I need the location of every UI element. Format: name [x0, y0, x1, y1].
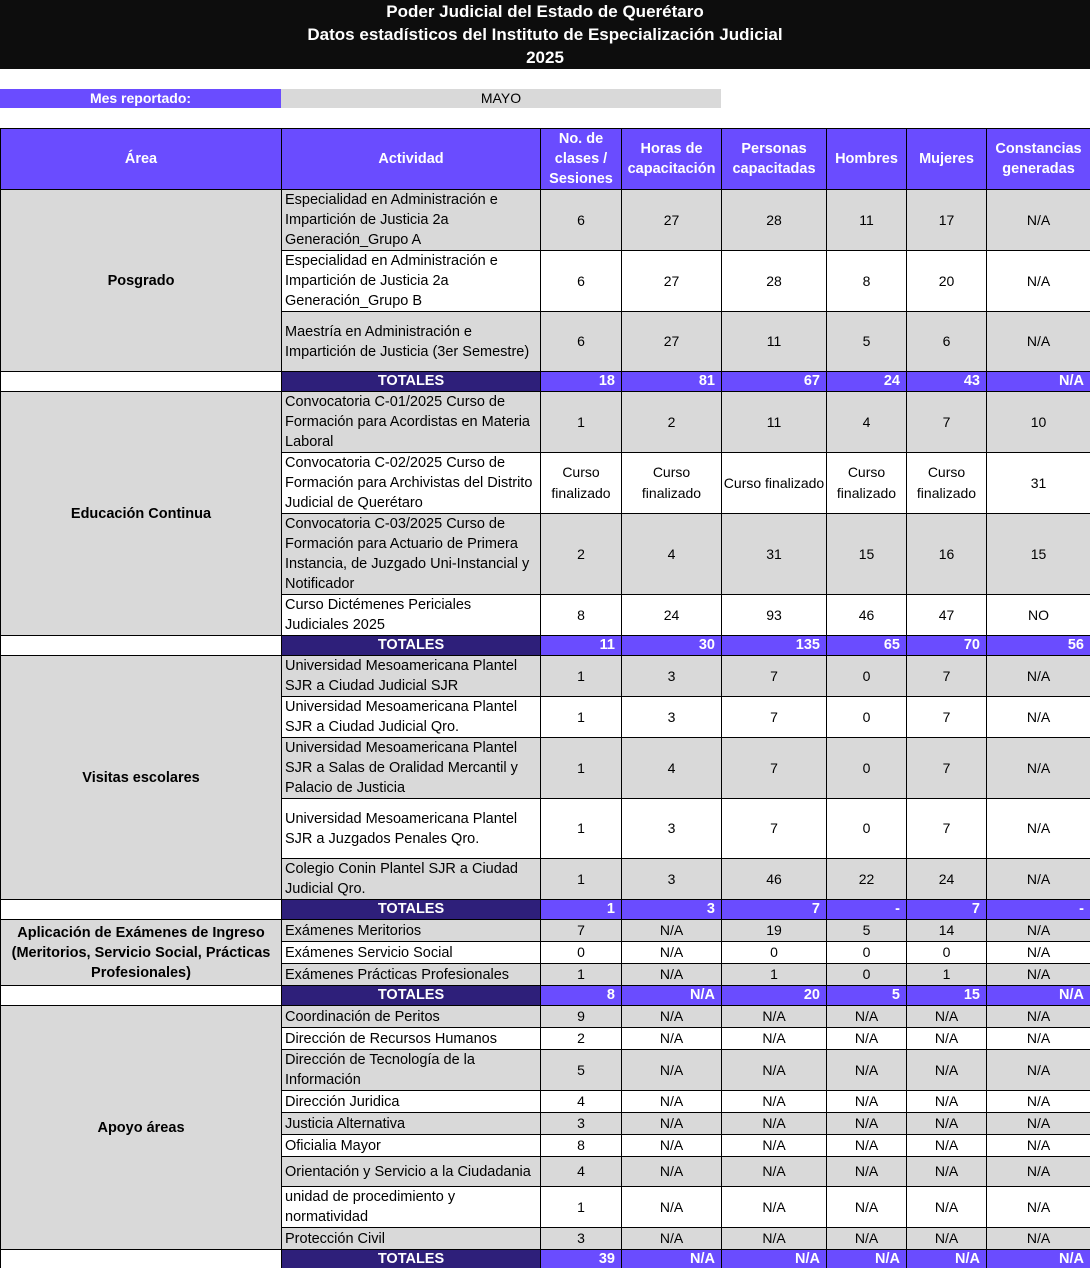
mes-reportado-label: Mes reportado:	[0, 89, 281, 108]
value-cell: N/A	[827, 1228, 907, 1250]
value-cell: 5	[827, 312, 907, 372]
value-cell: N/A	[722, 1135, 827, 1157]
value-cell: N/A	[622, 1187, 722, 1228]
value-cell: N/A	[987, 1050, 1090, 1091]
value-cell: N/A	[907, 1050, 987, 1091]
activity-cell: Especialidad en Administración e Impartición de Justicia 2a Generación_Grupo B	[282, 251, 541, 312]
value-cell: N/A	[907, 1006, 987, 1028]
activity-cell: Universidad Mesoamericana Plantel SJR a Ciudad Judicial Qro.	[282, 697, 541, 738]
value-cell: 7	[907, 738, 987, 799]
value-cell: 6	[541, 251, 622, 312]
totals-label: TOTALES	[282, 372, 541, 392]
value-cell: N/A	[827, 1028, 907, 1050]
value-cell: 1	[541, 697, 622, 738]
value-cell: 7	[722, 697, 827, 738]
total-value: 7	[907, 900, 987, 920]
value-cell: N/A	[987, 1113, 1090, 1135]
value-cell: N/A	[827, 1050, 907, 1091]
activity-cell: Curso Dictémenes Periciales Judiciales 2025	[282, 595, 541, 636]
value-cell: 16	[907, 514, 987, 595]
total-value: 39	[541, 1250, 622, 1268]
value-cell: Curso finalizado	[722, 453, 827, 514]
value-cell: 31	[722, 514, 827, 595]
value-cell: N/A	[987, 190, 1090, 251]
value-cell: 19	[722, 920, 827, 942]
activity-cell: Convocatoria C-01/2025 Curso de Formación para Acordistas en Materia Laboral	[282, 392, 541, 453]
value-cell: N/A	[622, 964, 722, 986]
activity-cell: unidad de procedimiento y normatividad	[282, 1187, 541, 1228]
value-cell: 6	[907, 312, 987, 372]
value-cell: N/A	[622, 1028, 722, 1050]
value-cell: N/A	[987, 1006, 1090, 1028]
total-value: 65	[827, 636, 907, 656]
value-cell: 27	[622, 190, 722, 251]
totals-row	[1, 1250, 1090, 1268]
value-cell: 0	[541, 942, 622, 964]
col-header-personas: Personas capacitadas	[722, 129, 827, 190]
total-value: 81	[622, 372, 722, 392]
value-cell: 7	[722, 738, 827, 799]
activity-cell: Colegio Conin Plantel SJR a Ciudad Judicial Qro.	[282, 859, 541, 900]
value-cell: 4	[541, 1157, 622, 1187]
activity-cell: Especialidad en Administración e Impartición de Justicia 2a Generación_Grupo A	[282, 190, 541, 251]
value-cell: 0	[722, 942, 827, 964]
value-cell: 24	[907, 859, 987, 900]
value-cell: Curso finalizado	[622, 453, 722, 514]
total-value: 15	[907, 986, 987, 1006]
value-cell: 22	[827, 859, 907, 900]
value-cell: N/A	[987, 251, 1090, 312]
value-cell: 1	[541, 392, 622, 453]
totals-label: TOTALES	[282, 986, 541, 1006]
area-cell: Apoyo áreas	[1, 1006, 282, 1250]
value-cell: 11	[722, 312, 827, 372]
value-cell: N/A	[722, 1050, 827, 1091]
value-cell: 7	[907, 697, 987, 738]
total-value: 5	[827, 986, 907, 1006]
total-value: -	[987, 900, 1090, 920]
value-cell: 2	[541, 514, 622, 595]
value-cell: 3	[541, 1113, 622, 1135]
value-cell: 47	[907, 595, 987, 636]
table-row	[1, 920, 1090, 942]
activity-cell: Convocatoria C-03/2025 Curso de Formación para Actuario de Primera Instancia, de Juzgado Uni-Instancial y Notificador	[282, 514, 541, 595]
total-value: 3	[622, 900, 722, 920]
value-cell: N/A	[987, 1028, 1090, 1050]
total-value: 135	[722, 636, 827, 656]
value-cell: N/A	[622, 1006, 722, 1028]
value-cell: 9	[541, 1006, 622, 1028]
value-cell: N/A	[722, 1157, 827, 1187]
totals-spacer	[1, 1250, 282, 1268]
value-cell: N/A	[987, 738, 1090, 799]
value-cell: N/A	[722, 1228, 827, 1250]
value-cell: 17	[907, 190, 987, 251]
value-cell: Curso finalizado	[827, 453, 907, 514]
value-cell: 0	[907, 942, 987, 964]
value-cell: 8	[541, 1135, 622, 1157]
value-cell: 27	[622, 312, 722, 372]
value-cell: N/A	[987, 964, 1090, 986]
activity-cell: Justicia Alternativa	[282, 1113, 541, 1135]
value-cell: N/A	[987, 1187, 1090, 1228]
totals-spacer	[1, 900, 282, 920]
total-value: -	[827, 900, 907, 920]
total-value: 56	[987, 636, 1090, 656]
value-cell: N/A	[907, 1113, 987, 1135]
total-value: 67	[722, 372, 827, 392]
activity-cell: Orientación y Servicio a la Ciudadania	[282, 1157, 541, 1187]
value-cell: 31	[987, 453, 1090, 514]
value-cell: 1	[722, 964, 827, 986]
value-cell: N/A	[827, 1187, 907, 1228]
value-cell: 2	[541, 1028, 622, 1050]
value-cell: 6	[541, 312, 622, 372]
title-line-2: Datos estadísticos del Instituto de Especialización Judicial	[307, 25, 783, 44]
value-cell: 46	[827, 595, 907, 636]
value-cell: N/A	[827, 1157, 907, 1187]
value-cell: N/A	[722, 1113, 827, 1135]
value-cell: 5	[827, 920, 907, 942]
activity-cell: Convocatoria C-02/2025 Curso de Formación para Archivistas del Distrito Judicial de Querétaro	[282, 453, 541, 514]
value-cell: 5	[541, 1050, 622, 1091]
totals-row	[1, 900, 1090, 920]
value-cell: 11	[827, 190, 907, 251]
col-header-mujeres: Mujeres	[907, 129, 987, 190]
total-value: N/A	[987, 986, 1090, 1006]
totals-spacer	[1, 636, 282, 656]
table-row	[1, 656, 1090, 697]
total-value: 30	[622, 636, 722, 656]
value-cell: 46	[722, 859, 827, 900]
value-cell: 1	[541, 1187, 622, 1228]
value-cell: 4	[622, 514, 722, 595]
value-cell: N/A	[622, 942, 722, 964]
value-cell: N/A	[987, 656, 1090, 697]
total-value: N/A	[722, 1250, 827, 1268]
value-cell: 1	[541, 859, 622, 900]
activity-cell: Exámenes Servicio Social	[282, 942, 541, 964]
value-cell: N/A	[987, 1135, 1090, 1157]
col-header-horas: Horas de capacitación	[622, 129, 722, 190]
total-value: 7	[722, 900, 827, 920]
value-cell: N/A	[827, 1113, 907, 1135]
total-value: 43	[907, 372, 987, 392]
value-cell: 0	[827, 697, 907, 738]
value-cell: N/A	[722, 1187, 827, 1228]
value-cell: N/A	[987, 799, 1090, 859]
value-cell: 14	[907, 920, 987, 942]
value-cell: N/A	[827, 1091, 907, 1113]
total-value: N/A	[622, 1250, 722, 1268]
value-cell: 7	[722, 799, 827, 859]
value-cell: 3	[622, 799, 722, 859]
table-row	[1, 392, 1090, 453]
col-header-constancias: Constancias generadas	[987, 129, 1090, 190]
value-cell: 28	[722, 251, 827, 312]
total-value: N/A	[622, 986, 722, 1006]
value-cell: N/A	[987, 1157, 1090, 1187]
value-cell: 1	[541, 738, 622, 799]
value-cell: N/A	[907, 1228, 987, 1250]
total-value: N/A	[987, 1250, 1090, 1268]
value-cell: N/A	[987, 920, 1090, 942]
value-cell: 11	[722, 392, 827, 453]
value-cell: N/A	[722, 1091, 827, 1113]
activity-cell: Dirección de Recursos Humanos	[282, 1028, 541, 1050]
value-cell: N/A	[907, 1091, 987, 1113]
value-cell: N/A	[907, 1157, 987, 1187]
value-cell: 0	[827, 656, 907, 697]
value-cell: 27	[622, 251, 722, 312]
value-cell: N/A	[722, 1028, 827, 1050]
value-cell: 1	[541, 799, 622, 859]
activity-cell: Dirección de Tecnología de la Información	[282, 1050, 541, 1091]
totals-label: TOTALES	[282, 1250, 541, 1268]
value-cell: 0	[827, 964, 907, 986]
value-cell: 7	[907, 799, 987, 859]
value-cell: 4	[541, 1091, 622, 1113]
value-cell: 6	[541, 190, 622, 251]
value-cell: N/A	[987, 859, 1090, 900]
value-cell: 24	[622, 595, 722, 636]
total-value: N/A	[987, 372, 1090, 392]
value-cell: 0	[827, 942, 907, 964]
value-cell: 0	[827, 799, 907, 859]
mes-reportado-value: MAYO	[281, 89, 721, 108]
value-cell: N/A	[622, 1091, 722, 1113]
totals-label: TOTALES	[282, 900, 541, 920]
totals-row	[1, 636, 1090, 656]
value-cell: 4	[622, 738, 722, 799]
area-cell: Visitas escolares	[1, 656, 282, 900]
col-header-area: Área	[1, 129, 282, 190]
value-cell: N/A	[622, 1228, 722, 1250]
value-cell: 4	[827, 392, 907, 453]
total-value: N/A	[907, 1250, 987, 1268]
value-cell: 15	[987, 514, 1090, 595]
totals-label: TOTALES	[282, 636, 541, 656]
value-cell: N/A	[987, 312, 1090, 372]
value-cell: 8	[541, 595, 622, 636]
value-cell: 8	[827, 251, 907, 312]
activity-cell: Exámenes Prácticas Profesionales	[282, 964, 541, 986]
total-value: 70	[907, 636, 987, 656]
value-cell: 2	[622, 392, 722, 453]
title-line-1: Poder Judicial del Estado de Querétaro	[386, 2, 704, 21]
col-header-clases: No. de clases / Sesiones	[541, 129, 622, 190]
activity-cell: Universidad Mesoamericana Plantel SJR a Ciudad Judicial SJR	[282, 656, 541, 697]
table-body	[1, 190, 1090, 1268]
value-cell: N/A	[907, 1028, 987, 1050]
value-cell: 1	[541, 964, 622, 986]
value-cell: N/A	[827, 1006, 907, 1028]
value-cell: 7	[907, 656, 987, 697]
activity-cell: Oficialia Mayor	[282, 1135, 541, 1157]
value-cell: 28	[722, 190, 827, 251]
value-cell: N/A	[987, 942, 1090, 964]
report-title	[0, 0, 1090, 69]
activity-cell: Coordinación de Peritos	[282, 1006, 541, 1028]
header-row	[1, 129, 1090, 190]
value-cell: N/A	[622, 1050, 722, 1091]
value-cell: 0	[827, 738, 907, 799]
area-cell: Educación Continua	[1, 392, 282, 636]
value-cell: 3	[541, 1228, 622, 1250]
value-cell: 7	[722, 656, 827, 697]
value-cell: 15	[827, 514, 907, 595]
value-cell: N/A	[622, 1135, 722, 1157]
col-header-actividad: Actividad	[282, 129, 541, 190]
table-row	[1, 1006, 1090, 1028]
value-cell: NO	[987, 595, 1090, 636]
value-cell: N/A	[622, 1157, 722, 1187]
total-value: 20	[722, 986, 827, 1006]
value-cell: N/A	[907, 1187, 987, 1228]
activity-cell: Protección Civil	[282, 1228, 541, 1250]
totals-spacer	[1, 986, 282, 1006]
totals-row	[1, 372, 1090, 392]
value-cell: N/A	[987, 1228, 1090, 1250]
totals-row	[1, 986, 1090, 1006]
totals-spacer	[1, 372, 282, 392]
value-cell: N/A	[622, 1113, 722, 1135]
value-cell: 7	[541, 920, 622, 942]
value-cell: N/A	[907, 1135, 987, 1157]
value-cell: N/A	[827, 1135, 907, 1157]
value-cell: 3	[622, 697, 722, 738]
value-cell: 93	[722, 595, 827, 636]
area-cell: Posgrado	[1, 190, 282, 372]
activity-cell: Universidad Mesoamericana Plantel SJR a Salas de Oralidad Mercantil y Palacio de Justicia	[282, 738, 541, 799]
col-header-hombres: Hombres	[827, 129, 907, 190]
value-cell: 10	[987, 392, 1090, 453]
value-cell: N/A	[722, 1006, 827, 1028]
area-cell: Aplicación de Exámenes de Ingreso (Meritorios, Servicio Social, Prácticas Profesionales)	[1, 920, 282, 986]
value-cell: 1	[541, 656, 622, 697]
value-cell: 3	[622, 859, 722, 900]
activity-cell: Exámenes Meritorios	[282, 920, 541, 942]
value-cell: 7	[907, 392, 987, 453]
title-line-3: 2025	[526, 48, 564, 67]
total-value: 24	[827, 372, 907, 392]
table-row	[1, 190, 1090, 251]
value-cell: Curso finalizado	[541, 453, 622, 514]
value-cell: 3	[622, 656, 722, 697]
value-cell: 20	[907, 251, 987, 312]
total-value: 1	[541, 900, 622, 920]
activity-cell: Universidad Mesoamericana Plantel SJR a Juzgados Penales Qro.	[282, 799, 541, 859]
total-value: 18	[541, 372, 622, 392]
total-value: 8	[541, 986, 622, 1006]
total-value: 11	[541, 636, 622, 656]
value-cell: Curso finalizado	[907, 453, 987, 514]
value-cell: N/A	[987, 1091, 1090, 1113]
value-cell: N/A	[622, 920, 722, 942]
activity-cell: Dirección Juridica	[282, 1091, 541, 1113]
value-cell: 1	[907, 964, 987, 986]
activity-cell: Maestría en Administración e Impartición de Justicia (3er Semestre)	[282, 312, 541, 372]
value-cell: N/A	[987, 697, 1090, 738]
statistics-table	[0, 128, 1090, 1268]
total-value: N/A	[827, 1250, 907, 1268]
